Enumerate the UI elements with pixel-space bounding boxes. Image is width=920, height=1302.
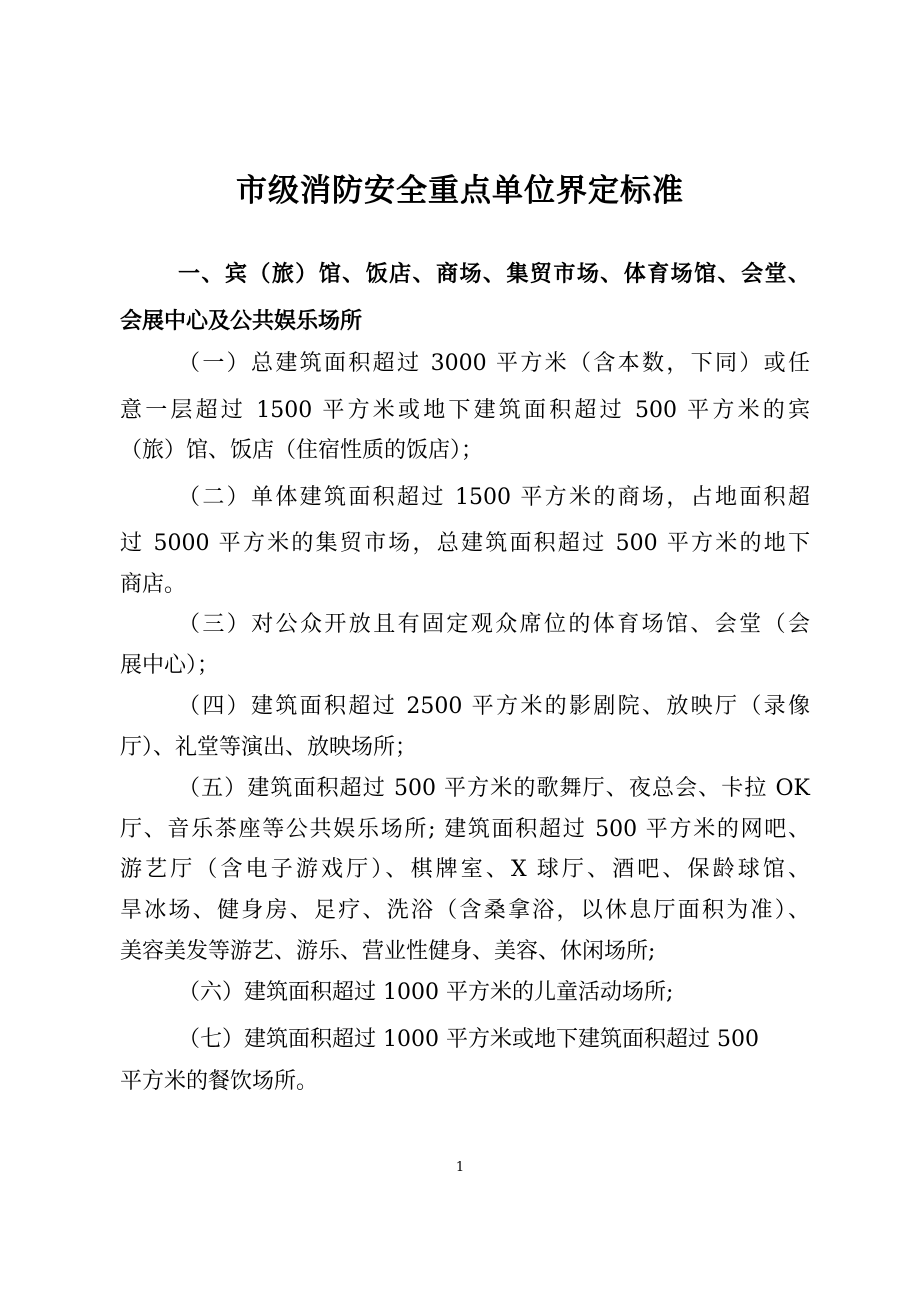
item-2-line: （二）单体建筑面积超过 1500 平方米的商场，占地面积超 [178, 485, 810, 510]
item-2-line: 商店。 [120, 572, 187, 597]
item-7-line: 平方米的餐饮场所。 [120, 1069, 319, 1094]
section-heading-line: 会展中心及公共娱乐场所 [120, 309, 363, 334]
item-5-line: 旱冰场、健身房、足疗、洗浴（含桑拿浴，以休息厅面积为准）、 [120, 898, 810, 923]
item-1-line: （一）总建筑面积超过 3000 平方米（含本数，下同）或任 [178, 351, 810, 376]
page-number: 1 [455, 1160, 465, 1175]
item-5-line: 美容美发等游艺、游乐、营业性健身、美容、休闲场所; [120, 939, 656, 964]
item-1-line: （旅）馆、饭店（住宿性质的饭店）； [120, 438, 484, 463]
item-5-line: （五）建筑面积超过 500 平方米的歌舞厅、夜总会、卡拉 OK [178, 776, 810, 801]
item-3-line: 展中心）； [120, 653, 220, 678]
item-5-line: 游艺厅（含电子游戏厅）、棋牌室、X 球厅、酒吧、保龄球馆、 [120, 857, 810, 882]
item-5-line: 厅、音乐茶座等公共娱乐场所; 建筑面积超过 500 平方米的网吧、 [120, 817, 810, 842]
item-3-line: （三）对公众开放且有固定观众席位的体育场馆、会堂（会 [178, 612, 810, 637]
item-4-line: 厅）、礼堂等演出、放映场所； [120, 735, 418, 760]
section-heading-line: 一、宾（旅）馆、饭店、商场、集贸市场、体育场馆、会堂、 [178, 262, 810, 287]
item-4-line: （四）建筑面积超过 2500 平方米的影剧院、放映厅（录像 [178, 694, 810, 719]
item-7-line: （七）建筑面积超过 1000 平方米或地下建筑面积超过 500 [178, 1027, 759, 1052]
document-title: 市级消防安全重点单位界定标准 [236, 173, 684, 209]
item-2-line: 过 5000 平方米的集贸市场，总建筑面积超过 500 平方米的地下 [120, 531, 810, 556]
item-1-line: 意一层超过 1500 平方米或地下建筑面积超过 500 平方米的宾 [120, 398, 810, 423]
item-6-line: （六）建筑面积超过 1000 平方米的儿童活动场所; [178, 980, 674, 1005]
